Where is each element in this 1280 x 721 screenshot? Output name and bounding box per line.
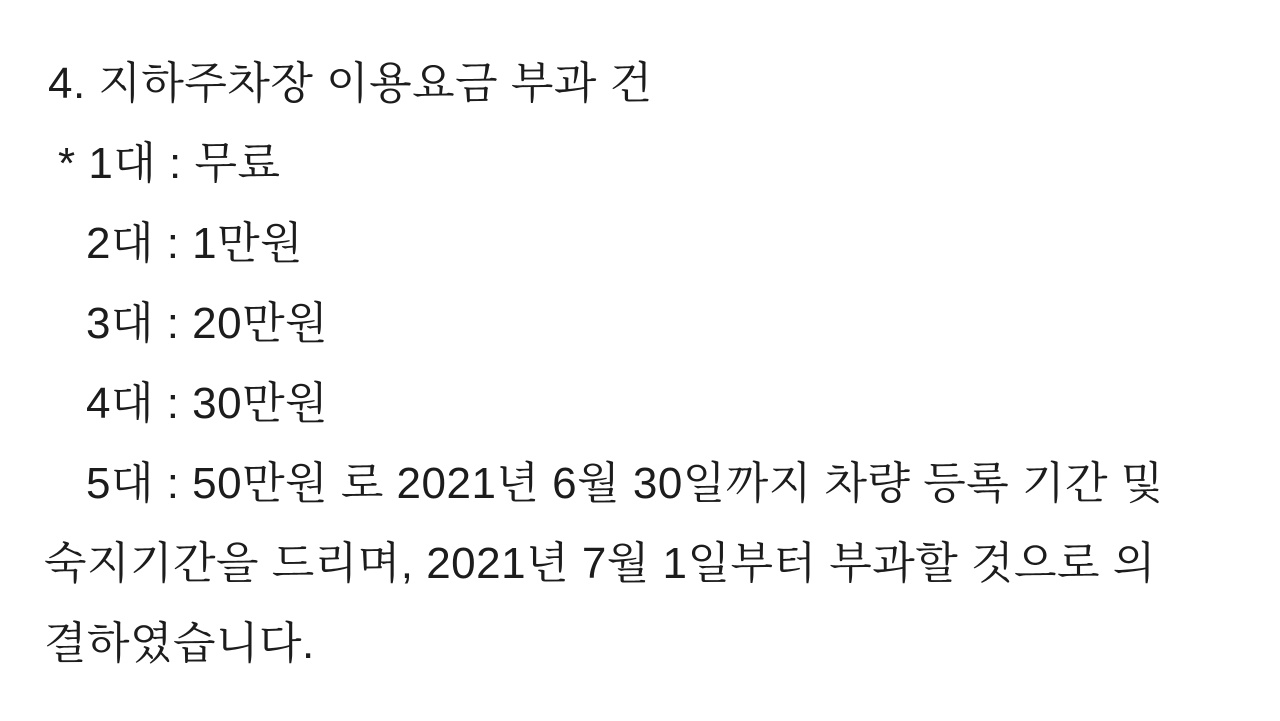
paragraph-line-1: 숙지기간을 드리며, 2021년 7월 1일부터 부과할 것으로 의 [44,539,1156,588]
paragraph-line-2: 결하였습니다. [44,619,315,668]
fee-line-2: 2대 : 1만원 [86,219,304,268]
fee-line-3: 3대 : 20만원 [86,299,329,348]
notice-title: 4. 지하주차장 이용요금 부과 건 [48,59,653,108]
fee-line-5: 5대 : 50만원 로 2021년 6월 30일까지 차량 등록 기간 및 [86,459,1164,508]
fee-line-1: * 1대 : 무료 [58,139,281,188]
fee-line-4: 4대 : 30만원 [86,379,329,428]
